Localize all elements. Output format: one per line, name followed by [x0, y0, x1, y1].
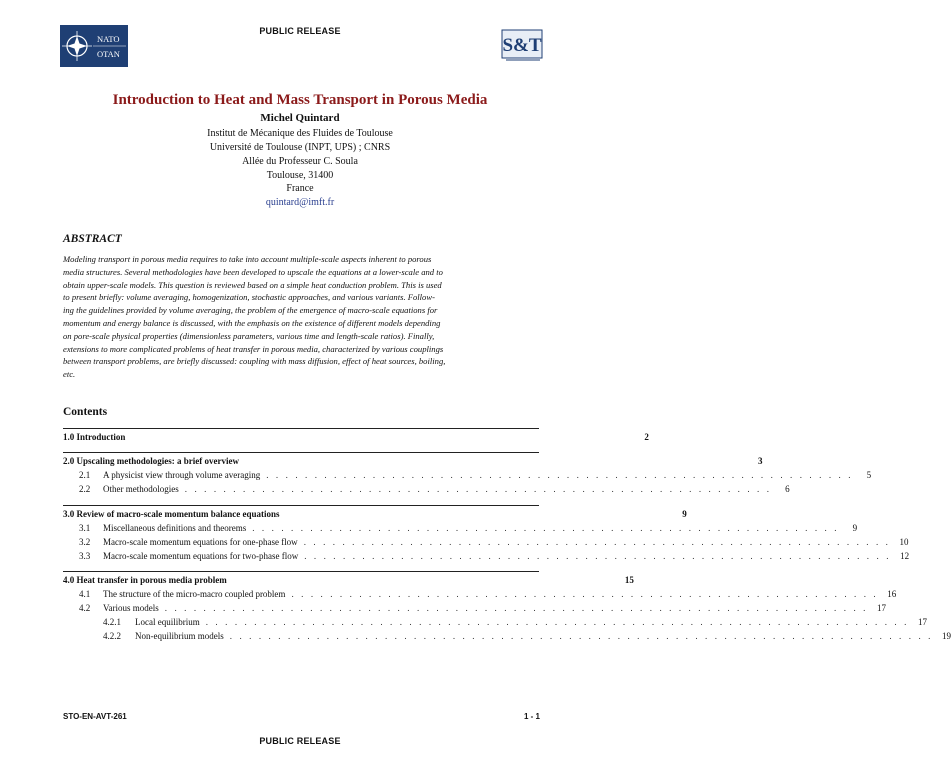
toc-entry-section[interactable]: [63, 573, 634, 587]
toc-dot-leader: . . . . . . . . . . . . . . . . . . . . . . . . . . . . . . . . . . . . . . . . . . . . . . . . . . . . . . . . . . . . . . . . . . . . . . . . .: [229, 631, 933, 641]
abstract-line: to present briefly: volume averaging, homogenization, stochastic approaches, and various variants. Follow-: [63, 292, 435, 303]
toc-dot-leader: . . . . . . . . . . . . . . . . . . . . . . . . . . . . . . . . . . . . . . . . . . . . . . . . . . . . . . . . . . . . . . . . . . . . . . . . .: [164, 603, 868, 613]
toc-dot-leader: . . . . . . . . . . . . . . . . . . . . . . . . . . . . . . . . . . . . . . . . . . . . . . . . . . . . . . . . . . . . . . . . . . . . . . . . .: [205, 617, 909, 627]
abstract-line: etc.: [63, 369, 76, 380]
toc-entry-page: 15: [624, 575, 634, 585]
toc-entry-section[interactable]: [63, 507, 687, 521]
toc-entry-label: Macro-scale momentum equations for one-phase flow: [103, 537, 298, 547]
toc-entry-label: The structure of the micro-macro coupled problem: [103, 589, 286, 599]
toc-entry-page: 16: [887, 589, 897, 599]
toc-entry-page: 3: [758, 456, 763, 466]
toc-entry-number: 2.0: [63, 456, 75, 466]
toc-entry-number: 4.2.1: [103, 617, 121, 627]
toc-entry-label: Various models: [103, 603, 159, 613]
document-id: STO-EN-AVT-261: [63, 712, 127, 721]
author-email-link[interactable]: quintard@imft.fr: [265, 197, 335, 208]
st-organization-icon: [500, 26, 545, 64]
author-name: Michel Quintard: [260, 112, 340, 124]
toc-entry-subsection[interactable]: [63, 549, 910, 563]
nato-compass-icon: [60, 25, 128, 67]
toc-dot-leader: . . . . . . . . . . . . . . . . . . . . . . . . . . . . . . . . . . . . . . . . . . . . . . . . . . . . . . . . . . . . .: [291, 589, 879, 599]
toc-entry-number: 4.2.2: [103, 631, 121, 641]
release-label-bottom: PUBLIC RELEASE: [259, 736, 341, 746]
toc-entry-label: Local equilibrium: [135, 617, 200, 627]
toc-entry-subsection[interactable]: [63, 535, 909, 549]
toc-entry-number: 1.0: [63, 432, 75, 442]
toc-entry-section[interactable]: [63, 430, 649, 444]
toc-entry-page: 9: [852, 523, 858, 533]
toc-dot-leader: . . . . . . . . . . . . . . . . . . . . . . . . . . . . . . . . . . . . . . . . . . . . . . . . . . . . . . . . . . . . .: [266, 470, 854, 480]
contents-heading: Contents: [63, 406, 108, 418]
toc-entry-number: 3.0: [63, 509, 75, 519]
toc-entry-label: Review of macro-scale momentum balance equations: [76, 509, 280, 519]
abstract-line: momentum and energy balance is discussed, with the emphasis on the existence of different models depending: [63, 317, 441, 328]
toc-entry-number: 2.1: [79, 470, 91, 480]
affiliation-line: Université de Toulouse (INPT, UPS) ; CNRS: [209, 142, 391, 153]
toc-entry-page: 17: [877, 603, 886, 613]
release-label-top: PUBLIC RELEASE: [259, 26, 341, 36]
affiliation-line: Institut de Mécanique des Fluides de Toulouse: [207, 128, 393, 139]
nato-otan-logo: [60, 25, 128, 67]
toc-entry-label: Non-equilibrium models: [135, 631, 224, 641]
toc-entry-number: 2.2: [79, 484, 91, 494]
toc-entry-page: 6: [785, 484, 790, 494]
toc-entry-number: 3.3: [79, 551, 91, 561]
toc-dot-leader: . . . . . . . . . . . . . . . . . . . . . . . . . . . . . . . . . . . . . . . . . . . . . . . . . . . . . . . . . . . . .: [304, 551, 892, 561]
abstract-line: extensions to more complicated problems of heat transfer in porous media, characterized by various couplings: [63, 343, 444, 354]
toc-entry-subsection[interactable]: [63, 587, 897, 601]
toc-entry-page: 2: [644, 432, 649, 442]
page-number: 1 - 1: [523, 712, 540, 721]
affiliation-line: France: [286, 183, 314, 194]
toc-entry-page: 10: [899, 537, 909, 547]
toc-divider: [63, 428, 539, 429]
toc-entry-subsubsection[interactable]: [63, 615, 927, 629]
toc-dot-leader: . . . . . . . . . . . . . . . . . . . . . . . . . . . . . . . . . . . . . . . . . . . . . . . . . . . . . . . . . . . . .: [252, 523, 840, 533]
abstract-heading: ABSTRACT: [63, 233, 122, 245]
toc-divider: [63, 452, 539, 453]
toc-divider: [63, 505, 539, 506]
abstract-line: between transport problems, are briefly discussed: coupling with mass diffusion, effect of heat sources, boiling,: [63, 356, 446, 367]
affiliation-line: Allée du Professeur C. Soula: [242, 156, 358, 167]
abstract-line: media structures. Several methodologies have been developed to upscale the equations at a lower-scale and to: [63, 266, 443, 277]
abstract-body: [63, 253, 538, 381]
toc-entry-number: 3.2: [79, 537, 91, 547]
toc-dot-leader: . . . . . . . . . . . . . . . . . . . . . . . . . . . . . . . . . . . . . . . . . . . . . . . . . . . . . . . . . . . . .: [184, 484, 772, 494]
affiliation-line: Toulouse, 31400: [266, 170, 334, 181]
toc-entry-page: 17: [917, 617, 927, 627]
toc-entry-label: Heat transfer in porous media problem: [76, 575, 227, 585]
toc-entry-label: Macro-scale momentum equations for two-phase flow: [103, 551, 299, 561]
toc-entry-number: 4.0: [63, 575, 75, 585]
toc-entry-page: 5: [866, 470, 872, 480]
abstract-line: obtain upper-scale models. This question is reviewed based on a simple heat conduction problem. This is used: [63, 279, 442, 290]
toc-entry-number: 3.1: [79, 523, 91, 533]
toc-entry-subsection[interactable]: [63, 482, 790, 496]
toc-entry-subsection[interactable]: [63, 601, 886, 615]
otan-text: OTAN: [97, 49, 120, 59]
paper-title: Introduction to Heat and Mass Transport in Porous Media: [112, 92, 488, 108]
st-logo-text: S&T: [502, 35, 542, 56]
toc-entry-number: 4.2: [79, 603, 91, 613]
toc-entry-number: 4.1: [79, 589, 91, 599]
toc-divider: [63, 571, 539, 572]
toc-entry-page: 9: [682, 509, 687, 519]
abstract-line: on pore-scale physical properties (dimensionless parameters, various time and length-scale ratios). Finally,: [63, 330, 435, 341]
toc-entry-subsubsection[interactable]: [63, 629, 951, 643]
toc-entry-label: A physicist view through volume averaging: [103, 470, 261, 480]
toc-dot-leader: . . . . . . . . . . . . . . . . . . . . . . . . . . . . . . . . . . . . . . . . . . . . . . . . . . . . . . . . . . . . .: [303, 537, 891, 547]
toc-entry-subsection[interactable]: [63, 468, 872, 482]
toc-entry-page: 19: [942, 631, 951, 641]
toc-entry-label: Other methodologies: [103, 484, 179, 494]
toc-entry-subsection[interactable]: [63, 521, 858, 535]
abstract-line: Modeling transport in porous media requires to take into account multiple-scale aspects inherent to porous: [63, 254, 432, 264]
nato-text: NATO: [97, 34, 120, 44]
toc-entry-section[interactable]: [63, 454, 763, 468]
st-logo: [500, 26, 545, 64]
toc-entry-label: Introduction: [76, 432, 126, 442]
abstract-line: ing the guidelines provided by volume averaging, the problem of the emergence of macro-scale equations for: [63, 305, 438, 316]
toc-entry-page: 12: [900, 551, 910, 561]
toc-entry-label: Upscaling methodologies: a brief overview: [76, 456, 239, 466]
toc-entry-label: Miscellaneous definitions and theorems: [103, 523, 247, 533]
